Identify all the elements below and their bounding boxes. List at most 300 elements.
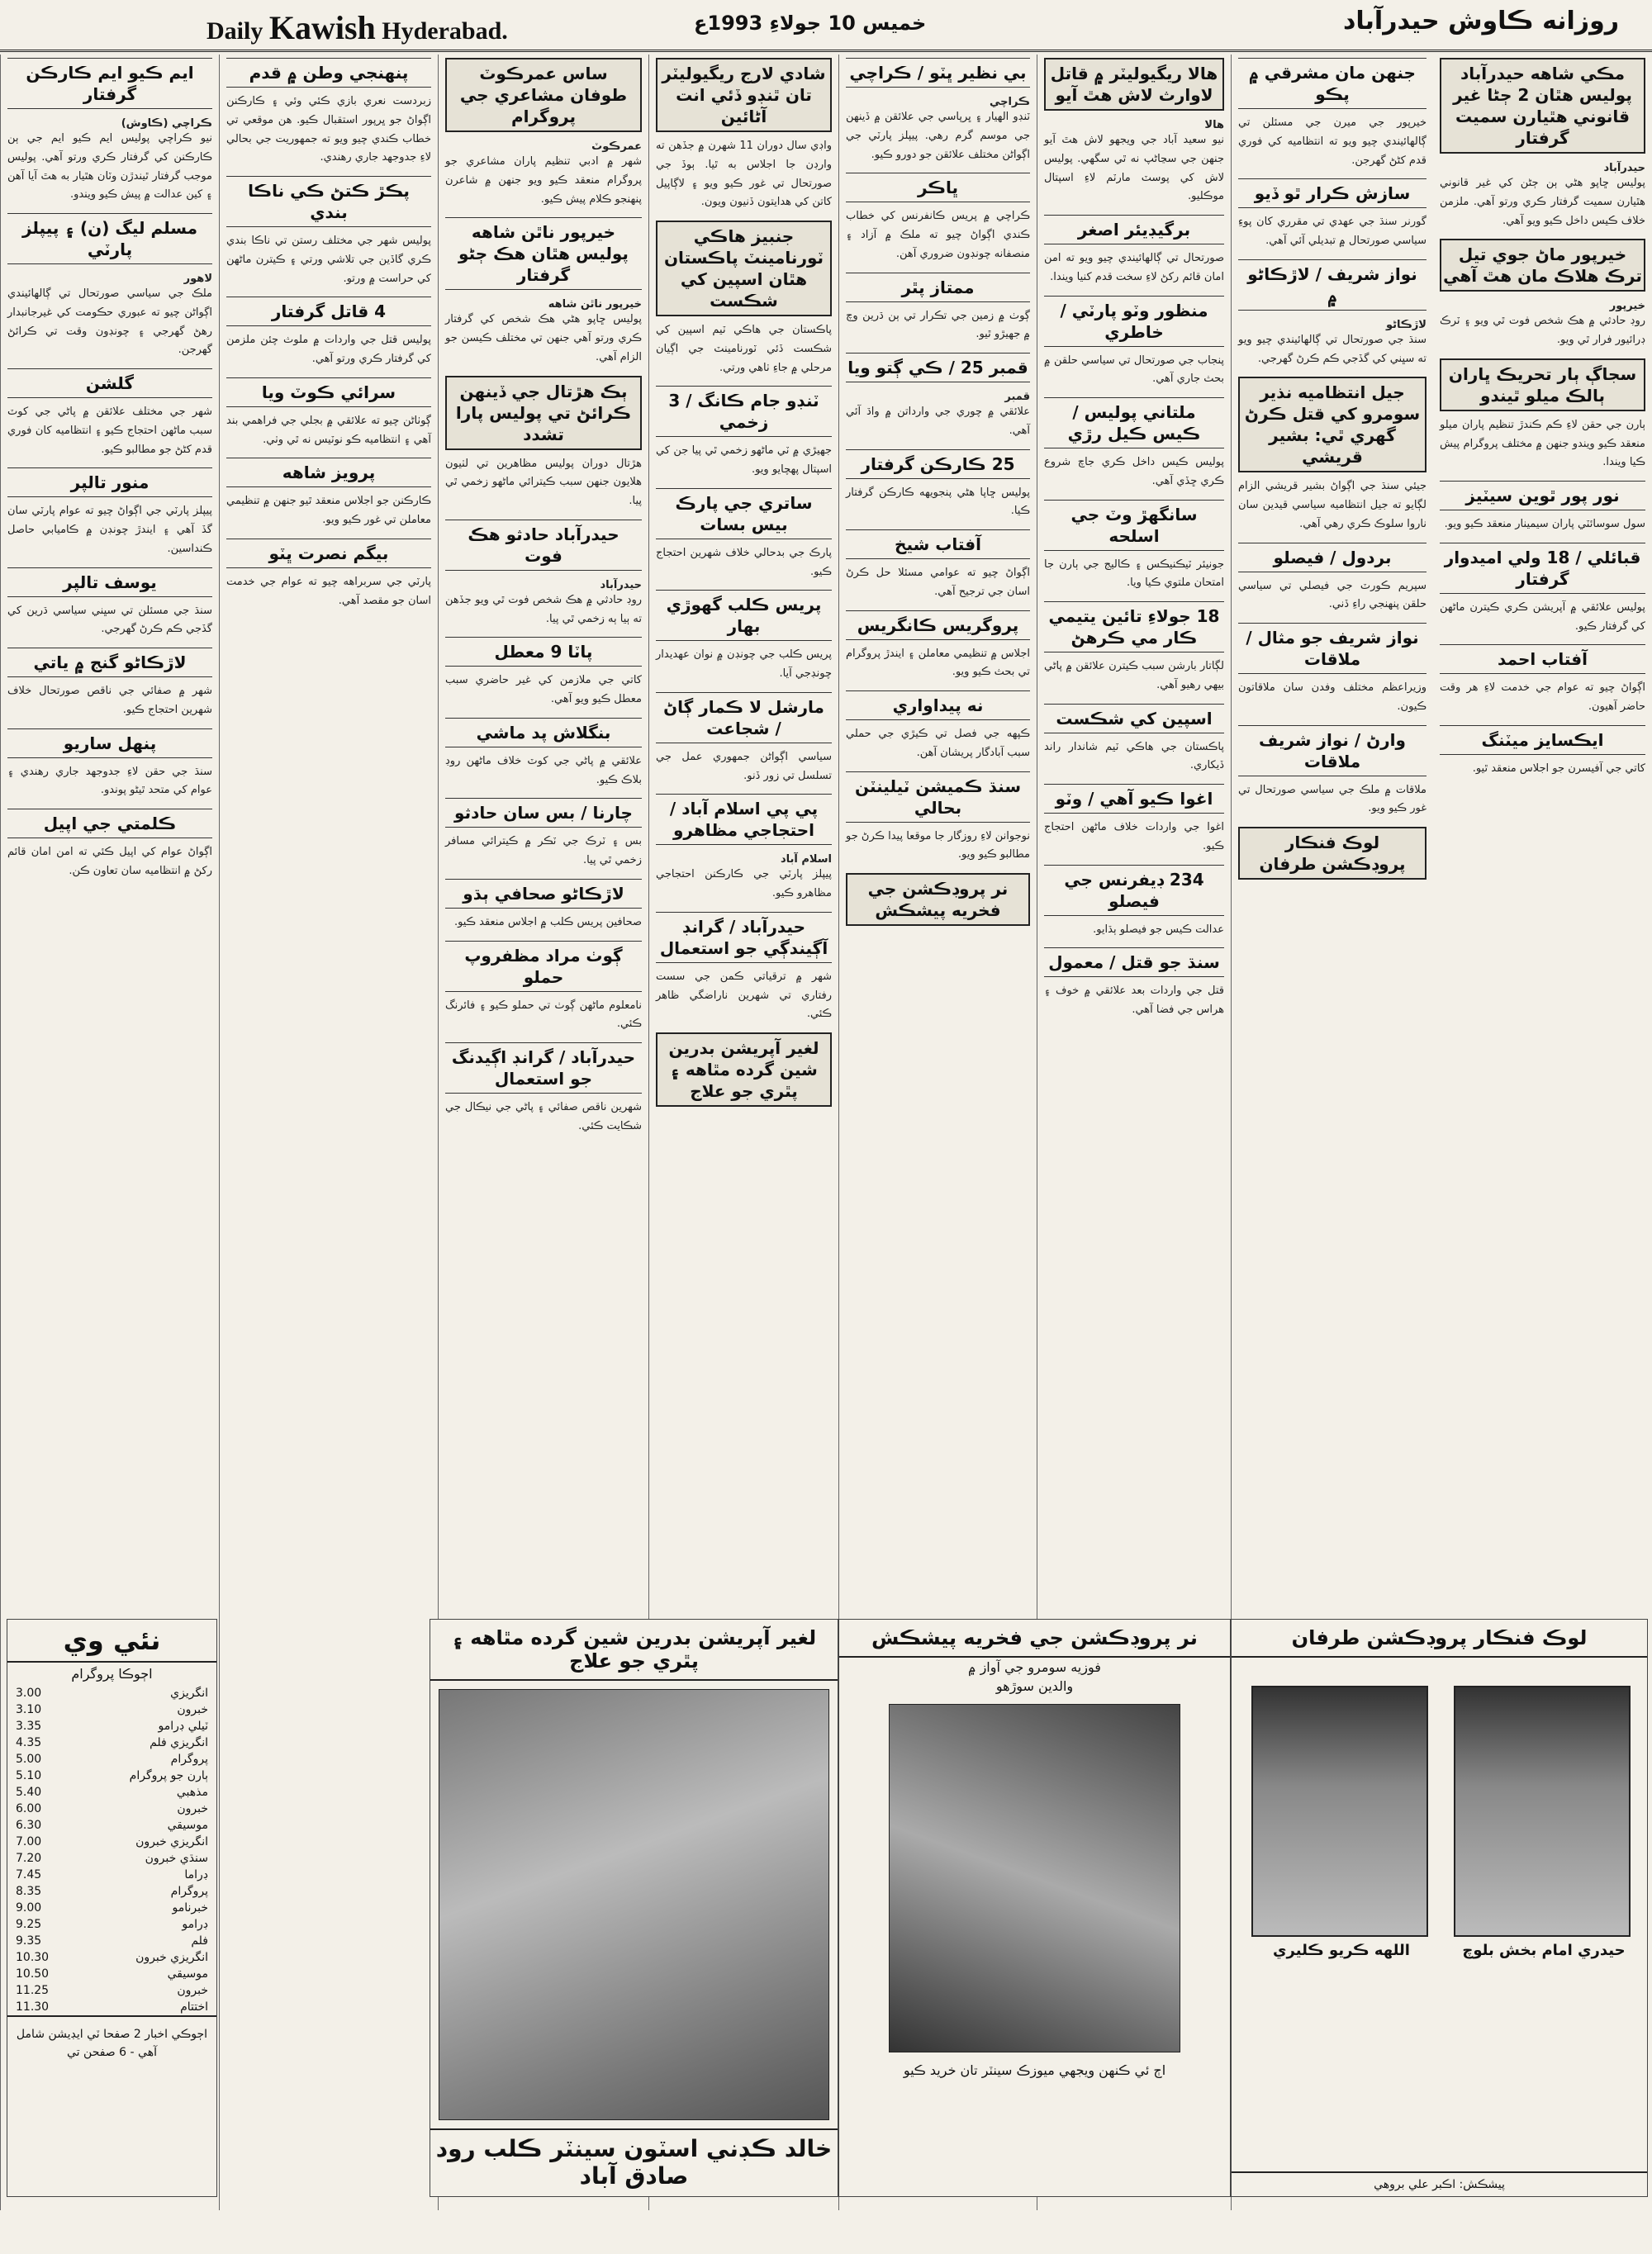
story-headline: لاڙڪاڻو صحافي ٻڌو [445, 879, 642, 909]
news-story [445, 376, 642, 511]
news-story [656, 692, 832, 786]
tv-schedule-row [7, 1817, 216, 1834]
news-column [219, 55, 438, 2210]
news-story [656, 794, 832, 904]
story-body: ملاقات ۾ ملڪ جي سياسي صورتحال تي غور ڪيو ويو. [1238, 783, 1427, 815]
news-story [445, 637, 642, 709]
news-story [1440, 543, 1645, 637]
story-headline: ڀاڪر [846, 173, 1030, 202]
story-dateline: ڪراچي (ڪاوش) [121, 117, 212, 130]
story-body: سپريم ڪورٽ جي فيصلي تي سياسي حلقن پنهنجي راءِ ڏني. [1238, 579, 1427, 611]
story-body: ڪپهه جي فصل تي ڪيڙي جي حملي سبب آبادگار پريشان آهن. [846, 728, 1030, 759]
story-dateline: هالا [1204, 119, 1224, 131]
news-story [445, 1042, 642, 1136]
story-headline: ملتاني پوليس / ڪيس ڪيل رڙي [1044, 397, 1224, 448]
news-story [1440, 239, 1645, 350]
tv-schedule-row [7, 1867, 216, 1883]
story-body: روڊ حادثي ۾ هڪ شخص فوت ٿي ويو ۽ ٽرڪ ڊرائيور فرار ٿي ويو. [1440, 315, 1645, 346]
story-body: زبردست نعري بازي ڪئي وئي ۽ ڪارڪنن اڳواڻ جو ڀرپور استقبال ڪيو. هن موقعي تي خطاب ڪندي چيو ويو ته جمهوريت جي بحالي لاءِ جدوجهد جاري رهندي. [226, 95, 431, 164]
news-story [846, 353, 1030, 441]
story-body: سول سوسائٽي پاران سيمينار منعقد ڪيو ويو. [1444, 518, 1645, 530]
story-headline: قمبر 25 / ڪي ڳتو ويا [846, 353, 1030, 382]
story-headline: ساس عمرڪوٽ طوفان مشاعري جي پروگرام [445, 58, 642, 132]
story-body: خيرپور جي ميرن جي مسئلن تي ڳالهائيندي چيو ويو ته انتظاميه کي فوري قدم کڻڻ گهرجن. [1238, 116, 1427, 167]
singer-caption-1: حيدري امام بخش بلوچ [1462, 1942, 1626, 1959]
news-story [656, 221, 832, 377]
news-story [846, 173, 1030, 263]
story-dateline: قمبر [1004, 391, 1030, 403]
news-story [1044, 865, 1224, 940]
lok-ad-footer: پيشڪش: اڪبر علي بروهي [1232, 2171, 1647, 2196]
music-cover-photo [889, 1704, 1180, 2052]
tv-program-label: خبرنامو [172, 1901, 208, 1915]
story-headline: بي نظير ڀٽو / ڪراچي [846, 58, 1030, 88]
story-headline: سانگهڙ وٽ جي اسلحه [1044, 500, 1224, 551]
story-dateline: اسلام آباد [780, 853, 832, 866]
tv-program-label: ڊرامو [182, 1918, 208, 1931]
news-story [1044, 58, 1224, 206]
story-body: شهر ۾ صفائي جي ناقص صورتحال خلاف شهرين احتجاج ڪيو. [7, 685, 212, 716]
story-body: پوليس ڇاپو هڻي هڪ شخص کي گرفتار ڪري ورتو آهي جنهن تي مختلف ڪيسن جو الزام آهي. [445, 313, 642, 363]
news-story [7, 809, 212, 881]
news-story [226, 176, 431, 288]
story-dateline: عمرڪوٽ [591, 140, 642, 153]
tv-program-time: 7.00 [16, 1835, 42, 1848]
news-story [1440, 358, 1645, 472]
tv-note: اڄوڪي اخبار 2 صفحا ٽي ايڊيشن شامل آهي - 6 صفحن تي [7, 2015, 216, 2071]
tv-program-label: ڊراما [184, 1868, 208, 1881]
story-body: اجلاس ۾ تنظيمي معاملن ۽ ايندڙ پروگرام تي بحث ڪيو ويو. [846, 647, 1030, 679]
music-ad-line-2: والدين سوڙهو [995, 1678, 1074, 1694]
story-headline: خيرپور ماڻ جوي تيل ترڪ هلاڪ مان هٿ آهي [1440, 239, 1645, 292]
story-headline: نه پيداواري [846, 690, 1030, 720]
music-ad-line-1: فوزيه سومرو جي آواز ۾ [968, 1659, 1101, 1675]
masthead-english-title [206, 8, 508, 47]
lok-fankar-advertisement [1231, 1619, 1648, 2197]
tv-program-label: ٻارن جو پروگرام [129, 1769, 208, 1782]
news-story [7, 467, 212, 558]
tv-program-label: انگريزي خبرون [135, 1835, 208, 1848]
story-body: پاڪستان جي هاڪي ٽيم اسپين کي شڪست ڏئي ٽورنامينٽ جي اڳيان مرحلي ۾ جاءِ ٺاهي ورتي. [656, 324, 832, 374]
title-suffix: Hyderabad. [382, 17, 508, 45]
story-body: بس ۽ ٽرڪ جي ٽڪر ۾ ڪيترائي مسافر زخمي ٿي پيا. [445, 835, 642, 866]
tv-schedule-row [7, 1784, 216, 1801]
news-story [846, 690, 1030, 763]
tv-program-time: 9.35 [16, 1934, 42, 1948]
tv-program-time: 7.45 [16, 1868, 42, 1881]
tv-program-label: مذهبي [176, 1786, 208, 1799]
tv-program-label: پروگرام [170, 1885, 208, 1898]
tv-schedule-row [7, 1933, 216, 1949]
story-body: جيئي سنڌ جي اڳواڻ بشير قريشي الزام لڳايو ته جيل انتظاميه سياسي قيدين سان ناروا سلوڪ ڪري رهي آهي. [1238, 480, 1427, 530]
story-body: ٻارن جي حقن لاءِ ڪم ڪندڙ تنظيم پاران ميلو منعقد ڪيو ويندو جنهن ۾ مختلف پروگرام پيش ڪيا ويندا. [1440, 418, 1645, 469]
story-headline: ساتري جي پارڪ بيس بسات [656, 488, 832, 539]
story-body: عدالت ڪيس جو فيصلو ٻڌايو. [1093, 923, 1224, 936]
tv-schedule-row [7, 1685, 216, 1701]
story-body: شهر جي مختلف علائقن ۾ پاڻي جي کوٽ سبب ماڻهن احتجاج ڪيو ۽ انتظاميه کان فوري قدم کڻڻ جو مطالبو ڪيو. [7, 406, 212, 456]
story-headline: گلشن [7, 368, 212, 398]
story-headline: حيدرآباد / گرانڊ اڳيدنگ جو استعمال [445, 1042, 642, 1094]
story-body: ڪراچي ۾ پريس ڪانفرنس کي خطاب ڪندي اڳواڻ چيو ته ملڪ ۾ آزاد ۽ منصفانه چونڊون ضروري آهن. [846, 210, 1030, 260]
news-story [226, 458, 431, 530]
story-body: شهرين ناقص صفائي ۽ پاڻي جي نيڪال جي شڪايت ڪئي. [445, 1101, 642, 1132]
story-body: جهيڙي ۾ ٽي ماڻهو زخمي ٿي پيا جن کي اسپتال پهچايو ويو. [656, 444, 832, 476]
news-story [7, 648, 212, 720]
clinic-photo [439, 1689, 829, 2120]
story-body: جونيئر ٽيڪنيڪس ۽ ڪاليج جي ٻارن جا امتحان ملتوي ڪيا ويا. [1044, 558, 1224, 590]
story-headline: 18 جولاءِ تائين يتيمي ڪار مي ڪرهڻ [1044, 601, 1224, 652]
music-ad-title: نر پروڊڪشن جي فخريه پيشڪش [839, 1620, 1230, 1658]
story-headline: جيل انتظاميه نذير سومرو کي قتل ڪرڻ گهري ٿي: بشير قريشي [1238, 377, 1427, 472]
story-headline: لوڪ فنڪار پروڊڪشن طرفان [1238, 827, 1427, 880]
news-story [1238, 543, 1427, 615]
tv-program-label: اختتام [180, 2000, 208, 2014]
tv-schedule-row [7, 1883, 216, 1900]
tv-schedule-row [7, 1734, 216, 1751]
story-dateline: خيرپور ناٿن شاهه [548, 298, 642, 311]
news-story [1238, 58, 1427, 170]
clinic-ad-footer: خالد ڪڊني اسٽون سينٽر ڪلب رود صادق آباد [430, 2128, 838, 2195]
story-dateline: خيرپور [1609, 300, 1645, 313]
music-advertisement [838, 1619, 1231, 2197]
story-headline: اسپين کي شڪست [1044, 704, 1224, 733]
story-headline: پرويز شاهه [226, 458, 431, 487]
story-headline: اغوا ڪيو آهي / وٽو [1044, 784, 1224, 814]
tv-schedule-row [7, 1900, 216, 1916]
tv-program-time: 11.30 [16, 2000, 50, 2014]
tv-program-time: 9.25 [16, 1918, 42, 1931]
tv-schedule-row [7, 1701, 216, 1718]
story-body: کاتي جي آفيسرن جو اجلاس منعقد ٿيو. [1472, 762, 1645, 775]
tv-program-label: خبرون [177, 1703, 208, 1716]
tv-program-time: 10.50 [16, 1967, 50, 1981]
story-body: پارڪ جي بدحالي خلاف شهرين احتجاج ڪيو. [656, 546, 832, 578]
news-story [1440, 481, 1645, 534]
tv-schedule-subheading: اڄوڪا پروگرام [71, 1666, 153, 1682]
story-body: صورتحال تي ڳالهائيندي چيو ويو ته امن امان قائم رکڻ لاءِ سخت قدم کنيا ويندا. [1044, 252, 1224, 283]
story-headline: قبائلي / 18 ولي اميدوار گرفتار [1440, 543, 1645, 594]
title-prefix: Daily [206, 17, 263, 45]
title-big: Kawish [268, 9, 376, 46]
clinic-advertisement [430, 1619, 838, 2197]
story-headline: حيدرآباد حادثو هڪ فوت [445, 520, 642, 571]
story-headline: بنگلاش پد ماشي [445, 718, 642, 747]
tv-program-label: خبرون [177, 1984, 208, 1997]
news-story [1044, 397, 1224, 491]
news-story [226, 539, 431, 611]
story-body: روڊ حادثي ۾ هڪ شخص فوت ٿي ويو جڏهن ته ٻيا ٻه زخمي ٿي پيا. [445, 593, 642, 625]
news-story [7, 567, 212, 640]
news-story [846, 273, 1030, 345]
story-headline: ٽنڊو جام ڪانگ / 3 زخمي [656, 386, 832, 437]
story-body: نيو سعيد آباد جي ويجهو لاش هٿ آيو جنهن جي سڃاڻپ نه ٿي سگهي. پوليس لاش کي پوسٽ مارٽم لاءِ اسپتال موڪليو. [1044, 134, 1224, 203]
story-headline: 25 ڪارڪن گرفتار [846, 449, 1030, 479]
news-story [846, 610, 1030, 683]
news-story [656, 912, 832, 1024]
news-story [445, 520, 642, 629]
story-headline: چارنا / بس سان حادثو [445, 798, 642, 828]
tv-schedule-row [7, 1834, 216, 1850]
story-body: شهر ۾ ادبي تنظيم پاران مشاعري جو پروگرام منعقد ڪيو ويو جنهن ۾ شاعرن پنهنجو ڪلام پيش ڪيو. [445, 155, 642, 206]
story-body: لڳاتار بارشن سبب ڪيترن علائقن ۾ پاڻي بيهي رهيو آهي. [1044, 660, 1224, 691]
tv-program-time: 8.35 [16, 1885, 42, 1898]
news-story [1440, 58, 1645, 230]
story-body: ملڪ جي سياسي صورتحال تي ڳالهائيندي اڳواڻن چيو ته عبوري حڪومت کي غيرجانبدار رهڻ گهرجي ۽ چونڊون وقت تي ڪرائڻ گهرجن. [7, 287, 212, 357]
news-story [1238, 259, 1427, 369]
story-body: ڳوٺاڻن چيو ته علائقي ۾ بجلي جي فراهمي بند آهي ۽ انتظاميه ڪو نوٽيس نه ٿي وٺي. [226, 414, 431, 446]
tv-program-label: فلم [191, 1934, 208, 1948]
tv-schedule-row [7, 1768, 216, 1784]
story-body: اڳواڻ چيو ته عوامي مسئلا حل ڪرڻ اسان جي ترجيح آهي. [846, 567, 1030, 598]
story-headline: ايڪسايز ميٽنگ [1440, 725, 1645, 755]
story-headline: جنبيز هاڪي ٽورنامينٽ پاڪستان هٿان اسپين کي شڪست [656, 221, 832, 316]
tv-program-label: انگريزي [170, 1687, 208, 1700]
story-body: گورنر سنڌ جي عهدي تي مقرري کان پوءِ سياسي صورتحال ۾ تبديلي آئي آهي. [1238, 216, 1427, 247]
tv-program-time: 6.00 [16, 1802, 42, 1815]
story-headline: آفتاب شيخ [846, 529, 1030, 559]
story-dateline: لاهور [183, 273, 212, 285]
story-body: قتل جي واردات بعد علائقي ۾ خوف ۽ هراس جي فضا آهي. [1044, 985, 1224, 1016]
news-story [226, 58, 431, 168]
tv-schedule-row [7, 1850, 216, 1867]
story-headline: وارڻ / نواز شريف ملاقات [1238, 725, 1427, 776]
tv-program-time: 5.00 [16, 1753, 42, 1766]
singer-portrait-1 [1454, 1686, 1631, 1937]
news-story [7, 213, 212, 360]
story-headline: پڪڙ ڪتڻ ڪي ناڪا بندي [226, 176, 431, 227]
news-story [656, 58, 832, 212]
tv-program-time: 3.10 [16, 1703, 42, 1716]
story-body: پاڪستان جي هاڪي ٽيم شاندار راند ڏيکاري. [1044, 740, 1224, 772]
news-story [1044, 296, 1224, 390]
story-body: ٽنڊو الهيار ۽ ڀرپاسي جي علائقن ۾ ڏينهن جي موسم گرم رهي. پيپلز پارٽي جي اڳواڻن مختلف علائقن جو دورو ڪيو. [846, 111, 1030, 161]
tv-schedule-row [7, 1949, 216, 1966]
story-headline: لغير آپريشن بدرين شين گرده مٿاهه ۽ پٿري جو علاج [656, 1032, 832, 1107]
story-body: واڊي سال دوران 11 شهرن ۾ جڏهن ته وارڊن جا اجلاس به ٿيا. ٻوڏ جي صورتحال تي غور ڪيو ويو ۽ لاڳاپيل کاتن کي هدايتون ڏنيون ويون. [656, 140, 832, 209]
story-headline: پنهل ساريو [7, 728, 212, 758]
news-story [226, 377, 431, 450]
news-story [445, 879, 642, 932]
story-headline: منظور وٽو پارٽي / خاطري [1044, 296, 1224, 347]
tv-program-time: 7.20 [16, 1852, 42, 1865]
story-headline: پريس ڪلب گهوڙي بهار [656, 590, 832, 641]
news-story [7, 728, 212, 801]
news-story [1440, 644, 1645, 717]
story-headline: نواز شريف جو مثال / ملاقات [1238, 623, 1427, 674]
story-body: سنڌ جي مسئلن تي سڀني سياسي ڌرين کي گڏجي ڪم ڪرڻ گهرجي. [7, 604, 212, 636]
story-body: اڳواڻ عوام کي اپيل ڪئي ته امن امان قائم رکڻ ۾ انتظاميه سان تعاون ڪن. [7, 846, 212, 877]
story-body: ڳوٺ ۾ زمين جي تڪرار تي ٻن ڌرين وچ ۾ جهيڙو ٿيو. [846, 309, 1030, 341]
story-body: پوليس شهر جي مختلف رستن تي ناڪا بندي ڪري گاڏين جي تلاشي ورتي ۽ ڪيترن ماڻهن کي حراست ۾ ورتو. [226, 235, 431, 285]
story-headline: نر پروڊڪشن جي فخريه پيشڪش [846, 873, 1030, 926]
tv-schedule-row [7, 1751, 216, 1768]
story-headline: بيگم نصرت ڀٽو [226, 539, 431, 568]
story-headline: هالا ريگيوليٽر ۾ قاتل لاوارث لاش هٿ آيو [1044, 58, 1224, 111]
news-story [445, 798, 642, 871]
masthead-date: خميس 10 جولاءِ 1993ع [694, 12, 927, 35]
story-body: علائقي ۾ چوري جي وارداتن ۾ واڌ آئي آهي. [846, 406, 1030, 437]
story-body: هڙتال دوران پوليس مظاهرين تي لٺيون هلايون جنهن سبب ڪيترائي ماڻهو زخمي ٿي پيا. [445, 457, 642, 507]
story-body: پارٽي جي سربراهه چيو ته عوام جي خدمت اسان جو مقصد آهي. [226, 575, 431, 607]
story-headline: يوسف تالپر [7, 567, 212, 597]
story-body: پوليس ڇاپو هڻي ٻن ڄڻن کي غير قانوني هٿيارن سميت گرفتار ڪري ورتو آهي. ملزمن خلاف ڪيس داخل ڪيو ويو آهي. [1440, 177, 1645, 227]
tv-schedule-heading: نئي وي [7, 1620, 216, 1663]
tv-program-time: 10.30 [16, 1951, 50, 1964]
story-headline: نواز شريف / لاڙڪاڻو ۾ [1238, 259, 1427, 311]
story-headline: آفتاب احمد [1440, 644, 1645, 674]
story-body: پوليس قتل جي واردات ۾ ملوث چئن ملزمن کي گرفتار ڪري ورتو آهي. [226, 334, 431, 365]
story-body: شهر ۾ ترقياتي ڪمن جي سست رفتاري تي شهرين ناراضگي ظاهر ڪئي. [656, 970, 832, 1021]
story-dateline: حيدرآباد [1603, 162, 1645, 174]
story-headline: جنهن مان مشرقي ۾ پڪو [1238, 58, 1427, 109]
story-headline: خيرپور ناٿن شاهه پوليس هٿان هڪ ڄڻو گرفتار [445, 217, 642, 290]
story-headline: شادي لارج ريگيوليٽر تان ٿنڊو ڏئي انت آڻائين [656, 58, 832, 132]
news-story [445, 941, 642, 1035]
tv-program-time: 11.25 [16, 1984, 50, 1997]
news-story [846, 873, 1030, 926]
news-story [656, 488, 832, 582]
news-story [1238, 725, 1427, 819]
news-story [445, 718, 642, 790]
tv-program-time: 5.40 [16, 1786, 42, 1799]
news-story [1044, 704, 1224, 776]
story-body: پيپلز پارٽي جي ڪارڪنن احتجاجي مظاهرو ڪيو. [656, 868, 832, 899]
story-body: پيپلز پارٽي جي اڳواڻ چيو ته عوام پارٽي سان گڏ آهي ۽ ايندڙ چونڊن ۾ ڪاميابي حاصل ڪنداسين. [7, 505, 212, 555]
lok-ad-title: لوڪ فنڪار پروڊڪشن طرفان [1232, 1620, 1647, 1658]
story-headline: ڳوٺ مراد مظفروپ حملو [445, 941, 642, 992]
tv-schedule-row [7, 1982, 216, 1999]
tv-program-label: ٽيلي ڊرامو [158, 1720, 208, 1733]
story-headline: لاڙڪاڻو گنج ۾ ياتي [7, 648, 212, 677]
tv-program-time: 4.35 [16, 1736, 42, 1749]
story-headline: سنڌ ڪميشن ٽيلينٽن بحالي [846, 771, 1030, 823]
tv-program-label: انگريزي خبرون [135, 1951, 208, 1964]
story-body: علائقي ۾ پاڻي جي کوٽ خلاف ماڻهن روڊ بلاڪ ڪيو. [445, 754, 642, 786]
news-story [7, 368, 212, 459]
tv-schedule-box [7, 1619, 217, 2197]
story-body: پوليس ڪيس داخل ڪري جاچ شروع ڪري ڇڏي آهي. [1044, 456, 1224, 487]
story-headline: ايم ڪيو ايم ڪارڪن گرفتار [7, 58, 212, 109]
tv-schedule-row [7, 1999, 216, 2015]
masthead-sindhi-title: روزانه ڪاوش حيدرآباد [1342, 7, 1619, 36]
masthead [0, 0, 1652, 52]
story-body: سنڌ جي حقن لاءِ جدوجهد جاري رهندي ۽ عوام کي متحد ٿيڻو پوندو. [7, 765, 212, 797]
story-body: نيو ڪراچي پوليس ايم ڪيو ايم جي ٻن ڪارڪنن کي گرفتار ڪري ورتو آهي. پوليس موجب گرفتار ٿيندڙن وٽان هٿيار به هٿ آيا آهن ۽ کين عدالت ۾ پيش ڪيو ويندو. [7, 132, 212, 202]
story-dateline: ڪراچي [989, 96, 1030, 108]
story-headline: پي پي اسلام آباد / احتجاجي مظاهرو [656, 794, 832, 845]
news-story [1238, 178, 1427, 251]
news-story [1238, 377, 1427, 534]
tv-program-time: 3.00 [16, 1687, 42, 1700]
news-story [846, 529, 1030, 602]
story-headline: بردول / فيصلو [1238, 543, 1427, 572]
news-story [1044, 215, 1224, 287]
story-headline: 234 ڊيفرنس جي فيصلو [1044, 865, 1224, 916]
singer-portrait-2 [1251, 1686, 1428, 1937]
tv-program-time: 9.00 [16, 1901, 42, 1915]
news-story [656, 1032, 832, 1107]
tv-schedule-row [7, 1718, 216, 1734]
story-headline: پروگريس ڪانگريس [846, 610, 1030, 640]
news-story [1044, 500, 1224, 594]
clinic-ad-title: لغير آپريشن بدرين شين گرده مٿاهه ۽ پٿري جو علاج [430, 1620, 838, 1681]
tv-schedule-row [7, 1966, 216, 1982]
news-story [1044, 784, 1224, 857]
story-body: پوليس علائقي ۾ آپريشن ڪري ڪيترن ماڻهن کي گرفتار ڪيو. [1440, 600, 1645, 633]
story-body: اغوا جي واردات خلاف ماڻهن احتجاج ڪيو. [1044, 821, 1224, 852]
news-story [1238, 623, 1427, 717]
news-story [656, 590, 832, 684]
news-story [1238, 827, 1427, 880]
story-headline: ممتاز پٿر [846, 273, 1030, 302]
music-ad-line-3: اڄ ئي ڪنهن ويجهي ميوزڪ سينٽر تان خريد ڪيو [903, 2062, 1166, 2078]
story-headline: 4 قاتل گرفتار [226, 297, 431, 326]
story-headline: پنهنجي وطن ۾ قدم [226, 58, 431, 88]
news-story [226, 297, 431, 369]
news-story [846, 771, 1030, 866]
story-dateline: لاڙڪاڻو [1385, 318, 1427, 331]
news-story [846, 58, 1030, 164]
story-body: صحافين پريس ڪلب ۾ اجلاس منعقد ڪيو. [453, 915, 642, 928]
news-story [846, 449, 1030, 522]
news-story [656, 386, 832, 480]
tv-program-time: 3.35 [16, 1720, 42, 1733]
news-story [1044, 947, 1224, 1020]
tv-program-label: پروگرام [170, 1753, 208, 1766]
tv-program-label: موسيقي [167, 1819, 208, 1832]
singer-caption-2: اللهه ڪريو ڪليري [1273, 1942, 1410, 1959]
news-story [1044, 601, 1224, 695]
story-headline: پاٽا 9 معطل [445, 637, 642, 667]
story-headline: سجاڳ ٻار تحريڪ ڀاران ٻالڪ ميلو ٿيندو [1440, 358, 1645, 411]
story-headline: سرائي ڪوٽ ويا [226, 377, 431, 407]
story-headline: مڪي شاهه حيدرآباد پوليس هٿان 2 ڄڻا غير قانوني هٿيارن سميت گرفتار [1440, 58, 1645, 154]
story-headline: سازش ڪرار ٿو ڏيو [1238, 178, 1427, 208]
story-headline: مسلم ليگ (ن) ۽ پيپلز پارٽي [7, 213, 212, 264]
story-body: نامعلوم ماڻهن ڳوٺ تي حملو ڪيو ۽ فائرنگ ڪئي. [445, 999, 642, 1031]
story-headline: منور تالپر [7, 467, 212, 497]
news-story [7, 58, 212, 205]
tv-schedule-row [7, 1801, 216, 1817]
tv-program-label: موسيقي [167, 1967, 208, 1981]
story-headline: ٻڪ هڙتال جي ڏينهن ڪرائڻ تي پوليس پارا تشدد [445, 376, 642, 450]
story-headline: سنڌ جو قتل / معمول [1044, 947, 1224, 977]
tv-program-label: سنڌي خبرون [145, 1852, 208, 1865]
story-headline: مارشل لا ڪمار ڳاڻ / شجاعت [656, 692, 832, 743]
tv-program-time: 5.10 [16, 1769, 42, 1782]
story-headline: حيدرآباد / گرانڊ آڳيندڳي جو استعمال [656, 912, 832, 963]
story-body: اڳواڻ چيو ته عوام جي خدمت لاءِ هر وقت حاضر آهيون. [1440, 681, 1645, 713]
story-body: پوليس ڇاپا هڻي پنجويهه ڪارڪن گرفتار ڪيا. [846, 486, 1030, 518]
story-headline: نور پور ٿوين سيٽيز [1440, 481, 1645, 510]
news-story [445, 217, 642, 367]
tv-schedule-row [7, 1916, 216, 1933]
tv-program-label: خبرون [177, 1802, 208, 1815]
story-body: کاتي جي ملازمن کي غير حاضري سبب معطل ڪيو ويو آهي. [445, 674, 642, 705]
story-body: پريس ڪلب جي چونڊن ۾ نوان عهديدار چونڊجي آيا. [656, 648, 832, 680]
story-body: ڪارڪنن جو اجلاس منعقد ٿيو جنهن ۾ تنظيمي معاملن تي غور ڪيو ويو. [226, 495, 431, 526]
story-headline: ڪلمتي جي اپيل [7, 809, 212, 838]
story-dateline: حيدرآباد [600, 578, 642, 591]
tv-program-time: 6.30 [16, 1819, 42, 1832]
story-body: وزيراعظم مختلف وفدن سان ملاقاتون ڪيون. [1238, 681, 1427, 713]
news-story [445, 58, 642, 209]
story-body: نوجوانن لاءِ روزگار جا موقعا پيدا ڪرڻ جو مطالبو ڪيو ويو. [846, 829, 1030, 861]
news-story [1440, 725, 1645, 779]
tv-program-label: انگريزي فلم [150, 1736, 208, 1749]
story-body: پنجاب جي صورتحال تي سياسي حلقن ۾ بحث جاري آهي. [1044, 354, 1224, 386]
story-body: سنڌ جي صورتحال تي ڳالهائيندي چيو ويو ته سڀني کي گڏجي ڪم ڪرڻ گهرجي. [1238, 333, 1427, 365]
